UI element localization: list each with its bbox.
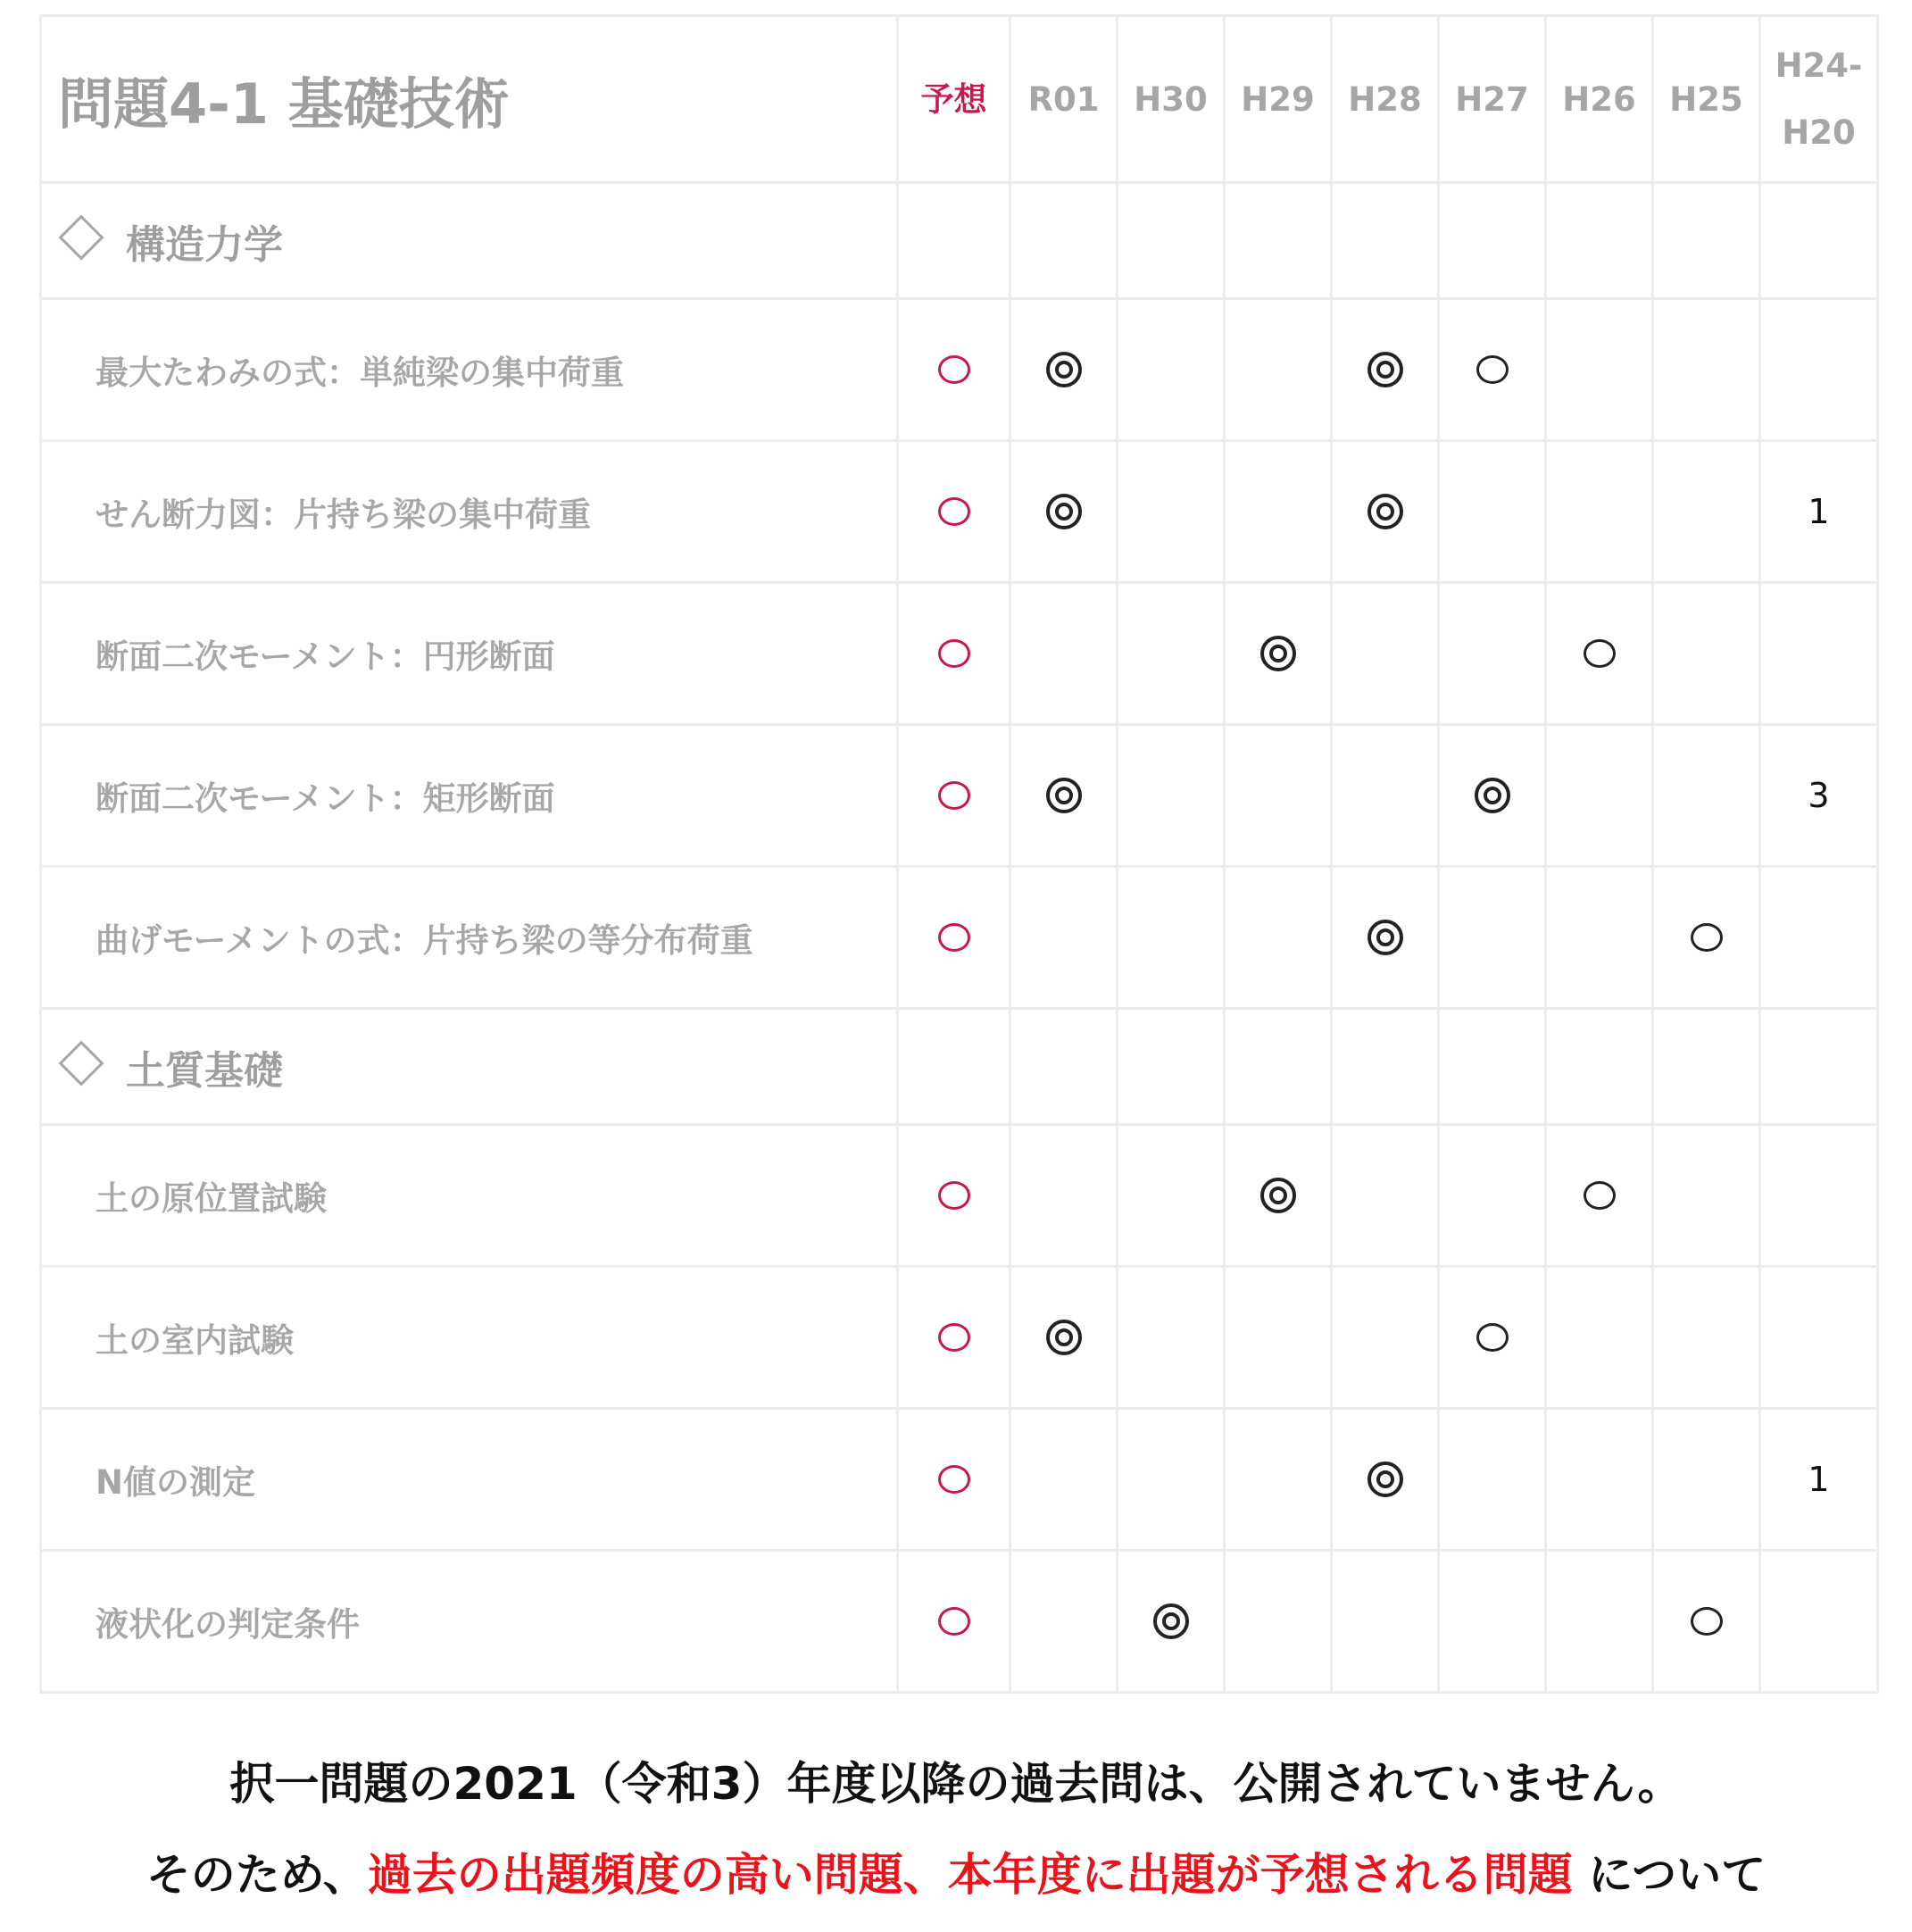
item-cell [41,299,898,441]
mark-cell [1439,1409,1546,1551]
count-value: 1 [1808,1460,1830,1499]
mark-cell [898,299,1010,441]
footer-line-2: そのため、過去の出題頻度の高い問題、本年度に出題が予想される問題 について [145,1849,1767,1901]
circle-mark-icon [938,1181,970,1210]
category-label: 土質基礎 [126,1047,283,1094]
mark-cell [1332,583,1439,725]
title-cell [41,16,898,183]
year-header-r01: R01 [1010,16,1118,183]
double-circle-mark-icon [1046,778,1082,813]
mark-cell [1118,583,1225,725]
mark-cell [1225,1125,1332,1267]
item-label: 最大たわみの式：単純梁の集中荷重 [96,354,624,392]
mark-cell [1225,867,1332,1009]
mark-cell [1439,867,1546,1009]
table-row [41,1267,1878,1409]
mark-cell [1010,583,1118,725]
mark-cell [1010,867,1118,1009]
empty-cell [898,1009,1010,1125]
table-row [41,725,1878,867]
mark-cell [1760,1409,1878,1551]
mark-cell [1439,1267,1546,1409]
mark-cell [1653,1125,1760,1267]
mark-cell [898,1267,1010,1409]
mark-cell [1332,441,1439,583]
mark-cell [1010,1267,1118,1409]
empty-cell [1439,1009,1546,1125]
footer-line-1: 択一問題の2021（令和3）年度以降の過去問は、公開されていません。 [229,1758,1683,1810]
mark-cell [1546,725,1653,867]
circle-mark-icon [1691,1607,1723,1636]
mark-cell [1332,299,1439,441]
double-circle-mark-icon [1367,1461,1403,1497]
mark-cell [1118,725,1225,867]
mark-cell [1010,441,1118,583]
item-label: 液状化の判定条件 [96,1605,360,1644]
mark-cell [1546,1409,1653,1551]
mark-cell [1760,299,1878,441]
mark-cell [1653,1551,1760,1693]
mark-cell [1439,1125,1546,1267]
category-row [41,183,1878,299]
mark-cell [1225,441,1332,583]
item-label: 断面二次モーメント：矩形断面 [96,779,555,818]
mark-cell [1225,1551,1332,1693]
mark-cell [1760,1125,1878,1267]
table-row [41,867,1878,1009]
mark-cell [1760,441,1878,583]
mark-cell [1118,1267,1225,1409]
item-label: 土の室内試験 [96,1321,294,1360]
circle-mark-icon [938,1323,970,1352]
mark-cell [898,725,1010,867]
mark-cell [1653,441,1760,583]
circle-mark-icon [938,781,970,810]
mark-cell [1010,1409,1118,1551]
mark-cell [898,1409,1010,1551]
count-value: 3 [1808,776,1830,815]
empty-cell [1010,183,1118,299]
mark-cell [1332,1267,1439,1409]
mark-cell [1653,299,1760,441]
mark-cell [1760,725,1878,867]
circle-mark-icon [1691,923,1723,952]
year-header-h24-h20: H24- H20 [1760,16,1878,183]
table-row [41,583,1878,725]
item-label: N値の測定 [96,1463,255,1502]
empty-cell [1653,183,1760,299]
double-circle-mark-icon [1475,778,1510,813]
mark-cell [898,1551,1010,1693]
mark-cell [1653,1409,1760,1551]
year-header-h26: H26 [1546,16,1653,183]
mark-cell [1118,867,1225,1009]
mark-cell [1118,1125,1225,1267]
mark-cell [1010,725,1118,867]
mark-cell [1546,299,1653,441]
mark-cell [1118,441,1225,583]
circle-mark-icon [1476,1323,1509,1352]
mark-cell [898,867,1010,1009]
empty-cell [1118,183,1225,299]
item-cell [41,1267,898,1409]
double-circle-mark-icon [1046,1320,1082,1355]
category-cell [41,183,898,299]
double-circle-mark-icon [1046,494,1082,529]
mark-cell [1653,867,1760,1009]
item-cell [41,583,898,725]
mark-cell [1118,1409,1225,1551]
table-row [41,1125,1878,1267]
item-cell [41,867,898,1009]
mark-cell [1439,725,1546,867]
item-label: 曲げモーメントの式：片持ち梁の等分布荷重 [96,921,753,960]
header-row [41,16,1878,183]
empty-cell [1118,1009,1225,1125]
year-header-h27: H27 [1439,16,1546,183]
mark-cell [1546,1267,1653,1409]
mark-cell [1760,867,1878,1009]
item-cell [41,1551,898,1693]
category-label: 構造力学 [126,221,283,268]
circle-mark-icon [1584,1181,1616,1210]
empty-cell [1225,183,1332,299]
empty-cell [1760,183,1878,299]
mark-cell [1332,1551,1439,1693]
item-cell [41,1125,898,1267]
mark-cell [1653,583,1760,725]
circle-mark-icon [938,923,970,952]
mark-cell [1439,583,1546,725]
mark-cell [1653,1267,1760,1409]
mark-cell [1225,1267,1332,1409]
mark-cell [1118,1551,1225,1693]
double-circle-mark-icon [1367,920,1403,955]
mark-cell [898,583,1010,725]
count-value: 1 [1808,492,1830,531]
mark-cell [1118,299,1225,441]
mark-cell [1546,867,1653,1009]
mark-cell [1332,1125,1439,1267]
empty-cell [1439,183,1546,299]
mark-cell [1225,1409,1332,1551]
table-row [41,1551,1878,1693]
mark-cell [1332,725,1439,867]
mark-cell [1225,299,1332,441]
empty-cell [1010,1009,1118,1125]
mark-cell [1332,867,1439,1009]
double-circle-mark-icon [1260,1178,1296,1213]
mark-cell [1439,299,1546,441]
category-cell [41,1009,898,1125]
diamond-icon [59,214,104,260]
mark-cell [1546,1125,1653,1267]
double-circle-mark-icon [1153,1603,1189,1639]
mark-cell [1760,1267,1878,1409]
diamond-icon [59,1040,104,1086]
year-header-h25: H25 [1653,16,1760,183]
item-cell [41,1409,898,1551]
circle-mark-icon [1584,639,1616,668]
mark-cell [1225,583,1332,725]
double-circle-mark-icon [1367,494,1403,529]
item-label: せん断力図：片持ち梁の集中荷重 [96,495,591,534]
table-row [41,299,1878,441]
empty-cell [1546,183,1653,299]
year-header-h29: H29 [1225,16,1332,183]
circle-mark-icon [938,1465,970,1494]
table-row [41,441,1878,583]
empty-cell [1225,1009,1332,1125]
mark-cell [1332,1409,1439,1551]
mark-cell [1010,299,1118,441]
mark-cell [1010,1125,1118,1267]
item-cell [41,725,898,867]
mark-cell [1439,441,1546,583]
circle-mark-icon [938,1607,970,1636]
year-header-pred: 予想 [898,16,1010,183]
page-title: 問題4-1 基礎技術 [58,71,510,137]
empty-cell [1332,183,1439,299]
empty-cell [1760,1009,1878,1125]
circle-mark-icon [938,639,970,668]
empty-cell [1653,1009,1760,1125]
empty-cell [1332,1009,1439,1125]
mark-cell [898,1125,1010,1267]
year-header-h30: H30 [1118,16,1225,183]
circle-mark-icon [938,497,970,526]
table-row [41,1409,1878,1551]
item-label: 土の原位置試験 [96,1179,327,1218]
mark-cell [1546,1551,1653,1693]
mark-cell [1760,1551,1878,1693]
item-label: 断面二次モーメント：円形断面 [96,637,555,676]
mark-cell [1010,1551,1118,1693]
mark-cell [1546,583,1653,725]
empty-cell [1546,1009,1653,1125]
year-header-h28: H28 [1332,16,1439,183]
mark-cell [1546,441,1653,583]
mark-cell [1760,583,1878,725]
circle-mark-icon [1476,355,1509,384]
footer-highlight: 過去の出題頻度の高い問題、本年度に出題が予想される問題 [367,1849,1573,1901]
frequency-table [39,14,1879,1694]
circle-mark-icon [938,355,970,384]
mark-cell [1439,1551,1546,1693]
item-cell [41,441,898,583]
category-row [41,1009,1878,1125]
double-circle-mark-icon [1367,352,1403,387]
empty-cell [898,183,1010,299]
double-circle-mark-icon [1260,636,1296,671]
mark-cell [1225,725,1332,867]
mark-cell [898,441,1010,583]
mark-cell [1653,725,1760,867]
double-circle-mark-icon [1046,352,1082,387]
